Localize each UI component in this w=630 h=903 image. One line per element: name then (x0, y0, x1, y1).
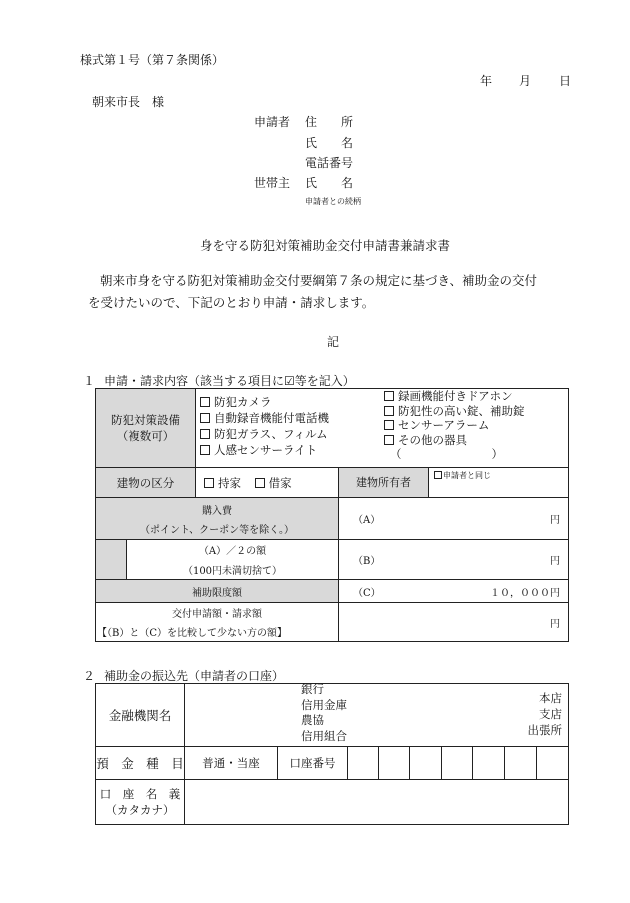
account-digit-1[interactable] (348, 747, 379, 780)
equipment-option-3[interactable]: 人感センサーライト (196, 442, 380, 458)
deposit-type-value[interactable]: 普通・当座 (185, 747, 278, 780)
building-label: 建物の区分 (96, 468, 196, 498)
applicant-role: 申請者 (254, 115, 291, 129)
branch-type-1[interactable]: 支店 (539, 707, 563, 721)
checkbox[interactable] (255, 478, 265, 488)
account-digit-5[interactable] (473, 747, 505, 780)
checkbox[interactable] (384, 435, 394, 445)
applicant-address-label: 住 所 (305, 115, 354, 129)
account-number-label: 口座番号 (278, 747, 348, 780)
checkbox[interactable] (200, 445, 210, 455)
purchase-label: 購入費 (202, 505, 232, 517)
account-name-label-cell (96, 780, 185, 825)
account-name-field[interactable] (185, 780, 569, 825)
equipment-option-7[interactable]: その他の器具 (380, 433, 560, 448)
equipment-option-4[interactable]: 録画機能付きドアホン (380, 389, 560, 404)
half-note: （100円未満切捨て） (182, 566, 283, 577)
account-digit-2[interactable] (379, 747, 410, 780)
checkbox[interactable] (200, 397, 210, 407)
equipment-option-1[interactable]: 自動録音機能付電話機 (196, 410, 380, 426)
bank-account-table (95, 683, 569, 825)
bank-type-list (301, 682, 347, 744)
body-line-2: を受けたいので、下記のとおり申請・請求します。 (88, 295, 375, 310)
applicant-phone-label: 電話番号 (305, 156, 354, 170)
deposit-label: 預 金 種 目 (96, 747, 185, 780)
form-number: 様式第１号（第７条関係） (80, 53, 225, 67)
bank-label: 金融機関名 (96, 684, 185, 747)
bank-type-3[interactable]: 信用組合 (301, 728, 347, 743)
same-as-applicant-option[interactable]: 申請者と同じ (429, 468, 491, 497)
building-type-cell (196, 468, 339, 498)
checkbox[interactable] (384, 391, 394, 401)
purchase-amount-field[interactable]: （A） 円 (339, 498, 569, 540)
section1-number: １ (83, 374, 96, 388)
other-equipment-field[interactable]: （ ） (390, 447, 503, 461)
equipment-sub: （複数可） (116, 429, 175, 443)
checkbox[interactable] (200, 429, 210, 439)
bank-name-field[interactable] (185, 684, 569, 747)
household-head-name-label: 氏 名 (305, 176, 354, 190)
branch-type-list (528, 690, 563, 738)
equipment-option-5[interactable]: 防犯性の高い錠、補助錠 (380, 404, 560, 419)
body-line-1: 朝来市身を守る防犯対策補助金交付要綱第７条の規定に基づき、補助金の交付 (100, 273, 538, 288)
half-amount-field[interactable]: （B） 円 (339, 540, 569, 580)
account-digit-7[interactable] (537, 747, 569, 780)
equipment-option-0[interactable]: 防犯カメラ (196, 394, 380, 410)
account-digit-4[interactable] (442, 747, 473, 780)
checkbox[interactable] (200, 413, 210, 423)
account-name-sub: （カタカナ） (105, 803, 175, 817)
indent-spacer (96, 540, 127, 580)
section2-number: ２ (83, 669, 96, 683)
equipment-left-list (196, 389, 380, 461)
equipment-option-2[interactable]: 防犯ガラス、フィルム (196, 426, 380, 442)
equipment-label: 防犯対策設備 (111, 413, 180, 427)
equipment-options-cell (196, 389, 569, 468)
checkbox[interactable] (434, 471, 442, 479)
owner-label: 建物所有者 (339, 468, 429, 497)
half-label: （A）／２の額 (198, 546, 267, 557)
checkbox[interactable] (204, 478, 214, 488)
date-year-label: 年 (480, 74, 493, 88)
owned-option[interactable]: 持家 (200, 476, 241, 490)
half-amount-label-cell (127, 540, 339, 580)
checkbox[interactable] (384, 420, 394, 430)
grant-note: 【（B）と（C）を比較して少ない方の額】 (97, 628, 287, 639)
grant-amount-field[interactable]: 円 (339, 603, 569, 642)
document-title: 身を守る防犯対策補助金交付申請書兼請求書 (200, 238, 451, 253)
equipment-option-6[interactable]: センサーアラーム (380, 418, 560, 433)
equipment-right-list (380, 389, 560, 461)
rented-option[interactable]: 借家 (251, 476, 292, 490)
checkbox[interactable] (384, 406, 394, 416)
bank-type-1[interactable]: 信用金庫 (301, 697, 347, 712)
bank-type-2[interactable]: 農協 (301, 713, 324, 727)
limit-amount-cell: （C） １０，０００円 (339, 580, 569, 603)
branch-type-0[interactable]: 本店 (539, 691, 563, 705)
purchase-note: （ポイント、クーポン等を除く。） (140, 524, 294, 536)
equipment-label-cell (96, 389, 196, 468)
limit-label: 補助限度額 (96, 580, 339, 603)
account-name-label: 口 座 名 義 (99, 787, 181, 801)
date-day-label: 日 (559, 74, 572, 88)
ki-mark: 記 (327, 335, 340, 349)
relation-label: 申請者との続柄 (305, 197, 361, 206)
limit-value: １０，０００円 (490, 587, 560, 599)
date-month-label: 月 (519, 74, 532, 88)
grant-label: 交付申請額・請求額 (172, 609, 262, 620)
account-digit-3[interactable] (410, 747, 442, 780)
owner-cell (339, 468, 569, 498)
application-table (95, 388, 569, 642)
section2-heading: 補助金の振込先（申請者の口座） (104, 669, 285, 683)
household-head-role: 世帯主 (254, 176, 291, 190)
account-digit-6[interactable] (505, 747, 537, 780)
addressee: 朝来市長 様 (92, 95, 165, 109)
applicant-name-label: 氏 名 (305, 136, 354, 150)
section1-heading: 申請・請求内容（該当する項目に☑等を記入） (104, 374, 355, 388)
bank-type-0[interactable]: 銀行 (301, 682, 324, 696)
grant-label-cell (96, 603, 339, 642)
branch-type-2[interactable]: 出張所 (527, 723, 563, 737)
purchase-label-cell (96, 498, 339, 540)
